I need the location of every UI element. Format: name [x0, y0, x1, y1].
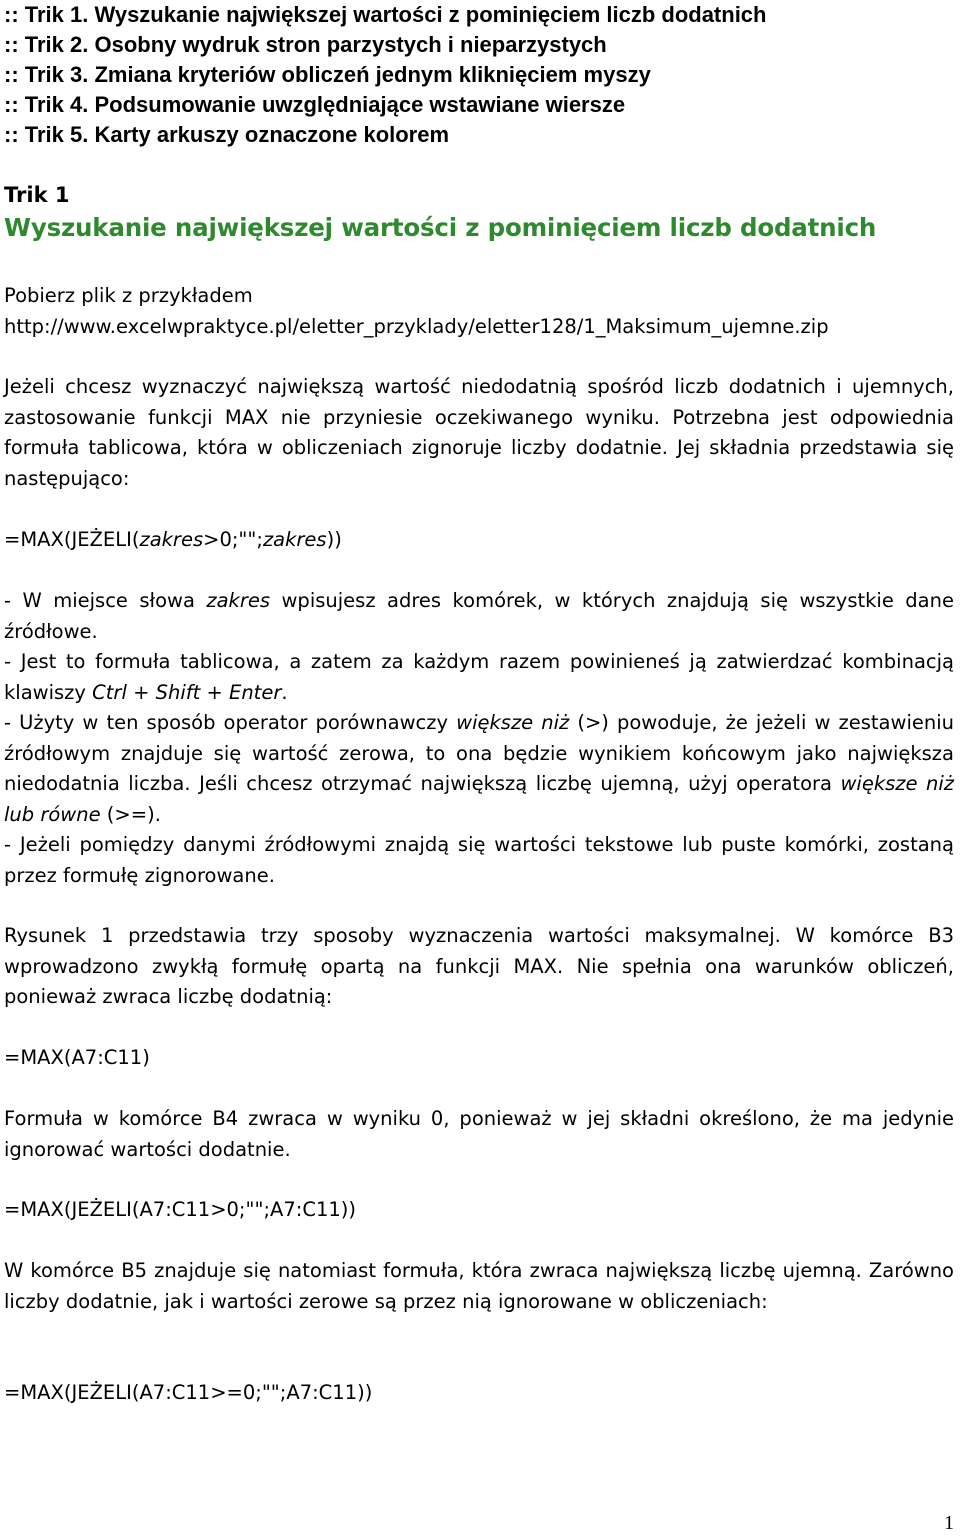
note-text: - W miejsce słowa [4, 589, 207, 612]
note-item [4, 647, 954, 708]
download-label: Pobierz plik z przykładem [4, 284, 253, 307]
syntax-arg: zakres [139, 528, 204, 551]
note-item [4, 586, 954, 647]
syntax-part: >0;""; [203, 528, 263, 551]
syntax-formula [4, 525, 954, 556]
note-text: wpisujesz adres komórek, w których znajdują się wszystkie dane źródłowe. [4, 589, 954, 643]
note-text: (>) powoduje, że jeżeli w zestawieniu źródłowym znajduje się wartość zerowa, to ona będzie wynikiem końcowym jako największa niedodatnia liczba. Jeśli chcesz otrzymać największą liczbę ujemną, użyj operatora [4, 711, 954, 795]
section-heading: Wyszukanie największej wartości z pominięciem liczb dodatnich [4, 213, 877, 242]
download-url[interactable]: http://www.excelwpraktyce.pl/eletter_przyklady/eletter128/1_Maksimum_ujemne.zip [4, 314, 829, 338]
toc-item-trik-3[interactable]: :: Trik 3. Zmiana kryteriów obliczeń jednym kliknięciem myszy [4, 62, 651, 87]
toc-item-trik-5[interactable]: :: Trik 5. Karty arkuszy oznaczone kolorem [4, 122, 450, 147]
note-emphasis: większe niż [456, 711, 570, 734]
syntax-arg: zakres [262, 528, 327, 551]
intro-paragraph: Jeżeli chcesz wyznaczyć największą wartość niedodatnią spośród liczb dodatnich i ujemnych, zastosowanie funkcji MAX nie przyniesie oczekiwanego wyniku. Potrzebna jest odpowiednia formuła tablicowa, która w obliczeniach zignoruje liczby dodatnie. Jej składnia przedstawia się następująco: [4, 375, 954, 490]
note-emphasis: zakres [206, 589, 271, 612]
note-item [4, 708, 954, 830]
notes-list [4, 586, 954, 891]
paragraph-rysunek: Rysunek 1 przedstawia trzy sposoby wyznaczenia wartości maksymalnej. W komórce B3 wprowadzono zwykłą formułę opartą na funkcji MAX. Nie spełnia ona warunków obliczeń, ponieważ zwraca liczbę dodatnią: [4, 924, 954, 1008]
paragraph-b4: Formuła w komórce B4 zwraca w wyniku 0, ponieważ w jej składni określono, że ma jedynie ignorować wartości dodatnie. [4, 1107, 954, 1161]
syntax-part: =MAX(JEŻELI( [4, 528, 140, 551]
formula-max-jezeli-gt: =MAX(JEŻELI(A7:C11>0;"";A7:C11)) [4, 1198, 356, 1221]
syntax-part: )) [326, 528, 342, 551]
note-emphasis: Ctrl + Shift + Enter [92, 680, 282, 704]
formula-max: =MAX(A7:C11) [4, 1046, 150, 1069]
toc-item-trik-4[interactable]: :: Trik 4. Podsumowanie uwzględniające wstawiane wiersze [4, 92, 626, 117]
page-number: 1 [944, 1512, 954, 1534]
toc-item-trik-1[interactable]: :: Trik 1. Wyszukanie największej wartości z pominięciem liczb dodatnich [4, 2, 767, 27]
note-text: - Użyty w ten sposób operator porównawczy [4, 711, 457, 734]
paragraph-b5: W komórce B5 znajduje się natomiast formuła, która zwraca największą liczbę ujemną. Zarówno liczby dodatnie, jak i wartości zerowe są przez nią ignorowane w obliczeniach: [4, 1259, 954, 1313]
section-label: Trik 1 [4, 183, 70, 207]
note-text: (>=). [100, 802, 161, 826]
note-text: - Jest to formuła tablicowa, a zatem za każdym razem powinieneś ją zatwierdzać kombinacją klawiszy [4, 650, 954, 704]
note-emphasis: większe niż lub równe [4, 772, 954, 826]
table-of-contents [4, 0, 954, 150]
toc-item-trik-2[interactable]: :: Trik 2. Osobny wydruk stron parzystych i nieparzystych [4, 32, 607, 57]
formula-max-jezeli-gte: =MAX(JEŻELI(A7:C11>=0;"";A7:C11)) [4, 1381, 373, 1404]
note-item: - Jeżeli pomiędzy danymi źródłowymi znajdą się wartości tekstowe lub puste komórki, zostaną przez formułę zignorowane. [4, 833, 954, 887]
note-text: . [281, 680, 288, 704]
download-block [4, 281, 954, 342]
